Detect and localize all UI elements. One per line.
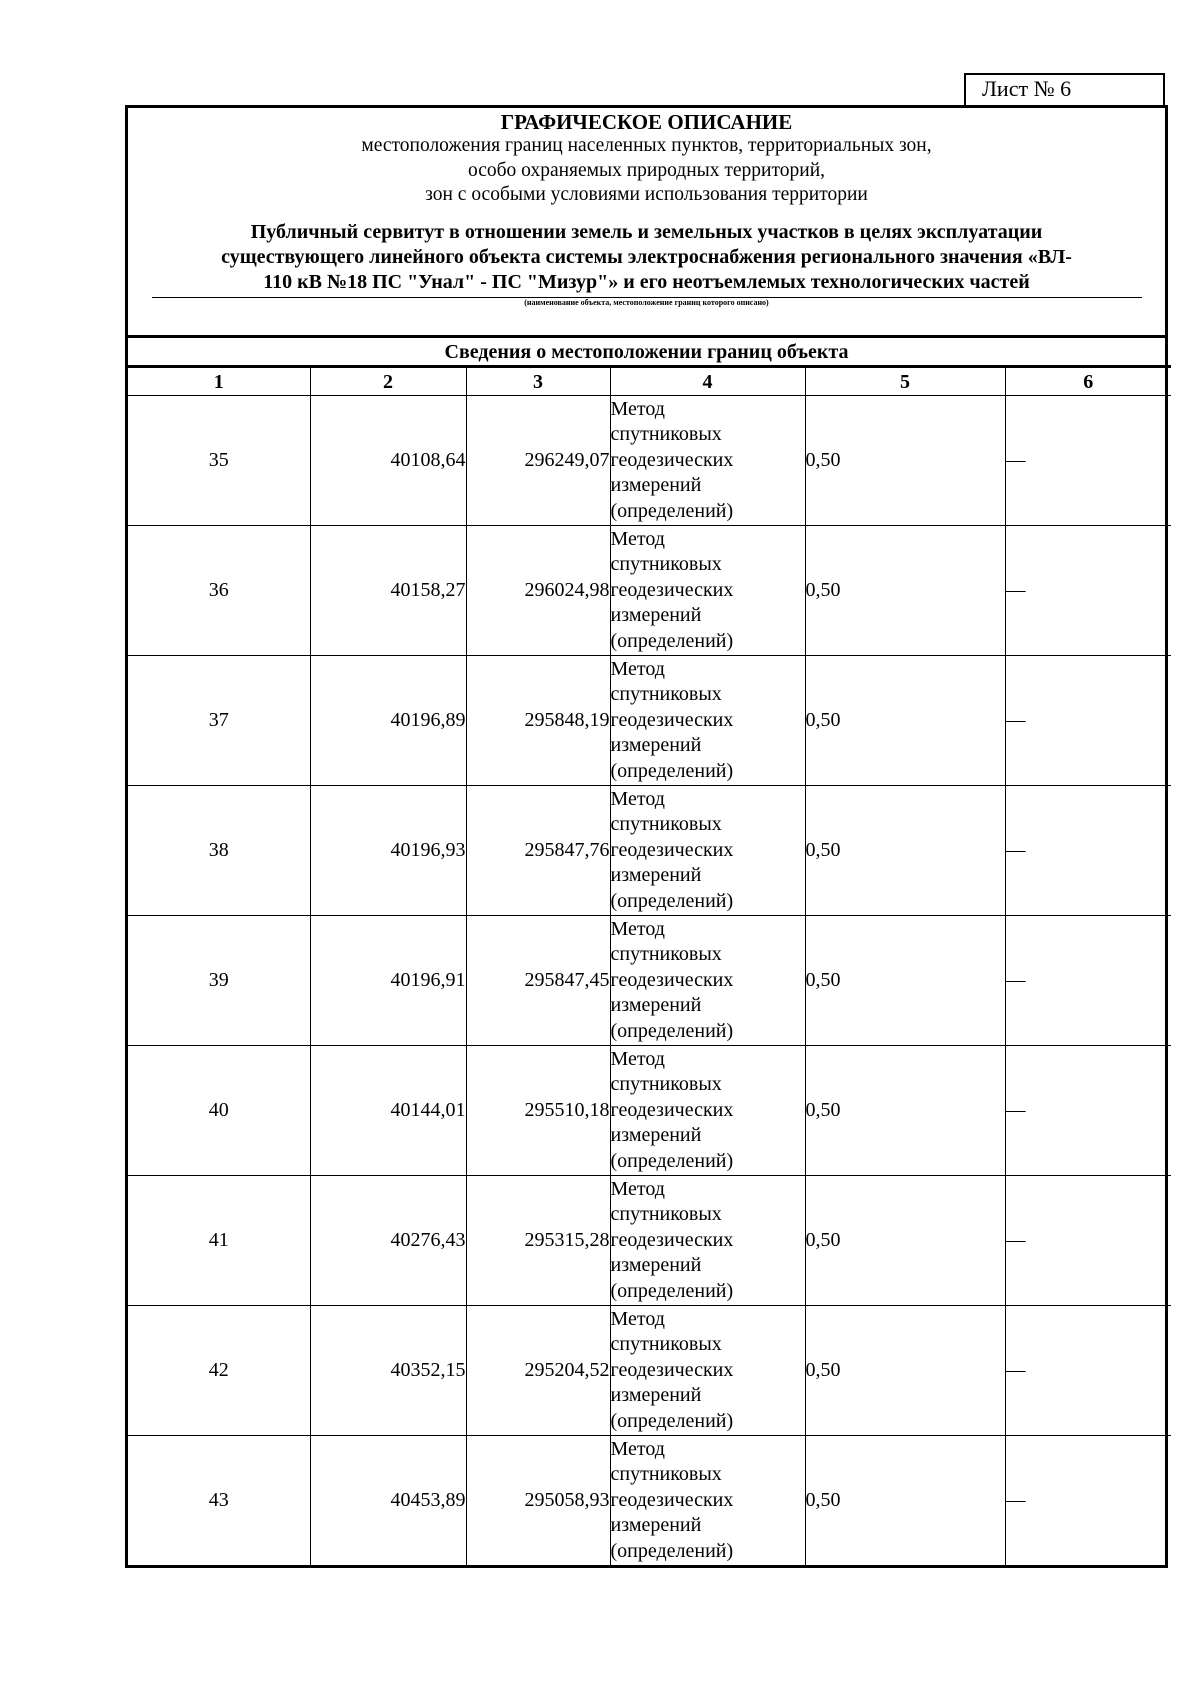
method-cell xyxy=(610,1176,805,1306)
table-row xyxy=(128,916,1171,1046)
method-line: геодезических xyxy=(610,968,734,991)
column-header: 2 xyxy=(310,367,466,396)
method-line: Метод xyxy=(610,917,665,940)
x-coordinate-cell: 40196,89 xyxy=(310,656,466,786)
method-line: спутниковых xyxy=(610,1333,722,1356)
method-line: Метод xyxy=(610,1177,665,1200)
method-line: спутниковых xyxy=(610,683,722,706)
point-number-cell: 42 xyxy=(128,1306,310,1436)
accuracy-cell: 0,50 xyxy=(805,786,1005,916)
y-coordinate-cell: 295510,18 xyxy=(466,1046,610,1176)
method-line: измерений xyxy=(610,604,702,627)
y-coordinate-cell: 295847,76 xyxy=(466,786,610,916)
table-row xyxy=(128,786,1171,916)
y-coordinate-cell: 296024,98 xyxy=(466,526,610,656)
method-cell xyxy=(610,526,805,656)
y-coordinate-cell: 295847,45 xyxy=(466,916,610,1046)
method-line: измерений xyxy=(610,1254,702,1277)
method-line: спутниковых xyxy=(610,423,722,446)
accuracy-cell: 0,50 xyxy=(805,396,1005,526)
table-row xyxy=(128,1176,1171,1306)
method-cell xyxy=(610,916,805,1046)
document-header xyxy=(128,108,1165,335)
x-coordinate-cell: 40144,01 xyxy=(310,1046,466,1176)
object-name-line: 110 кВ №18 ПС "Унал" - ПС "Мизур"» и его неотъемлемых технологических частей xyxy=(263,270,1030,293)
note-cell: — xyxy=(1005,526,1171,656)
table-row xyxy=(128,1306,1171,1436)
method-cell xyxy=(610,1306,805,1436)
subtitle-line: зон с особыми условиями использования территории xyxy=(425,184,868,205)
note-cell: — xyxy=(1005,396,1171,526)
object-name-line: Публичный сервитут в отношении земель и земельных участков в целях эксплуатации xyxy=(250,220,1043,243)
method-line: геодезических xyxy=(610,1358,734,1381)
point-number-cell: 40 xyxy=(128,1046,310,1176)
document-title: ГРАФИЧЕСКОЕ ОПИСАНИЕ xyxy=(500,110,793,134)
table-row xyxy=(128,656,1171,786)
x-coordinate-cell: 40352,15 xyxy=(310,1306,466,1436)
method-line: Метод xyxy=(610,787,665,810)
accuracy-cell: 0,50 xyxy=(805,916,1005,1046)
table-row xyxy=(128,1436,1171,1566)
x-coordinate-cell: 40158,27 xyxy=(310,526,466,656)
sheet-number xyxy=(964,73,1165,105)
column-header: 3 xyxy=(466,367,610,396)
method-line: (определений) xyxy=(610,1149,734,1172)
accuracy-cell: 0,50 xyxy=(805,1436,1005,1566)
method-line: геодезических xyxy=(610,838,734,861)
y-coordinate-cell: 296249,07 xyxy=(466,396,610,526)
table-header-row xyxy=(128,367,1171,396)
method-line: спутниковых xyxy=(610,943,722,966)
method-line: измерений xyxy=(610,994,702,1017)
method-cell xyxy=(610,656,805,786)
object-name-line: существующего линейного объекта системы электроснабжения регионального значения «ВЛ- xyxy=(221,245,1072,268)
subtitle-line: местоположения границ населенных пунктов, территориальных зон, xyxy=(361,135,932,156)
method-line: геодезических xyxy=(610,708,734,731)
method-line: геодезических xyxy=(610,448,734,471)
method-line: (определений) xyxy=(610,1279,734,1302)
sheet-number-label: Лист № 6 xyxy=(982,76,1072,101)
coordinates-table xyxy=(128,365,1171,1565)
table-row xyxy=(128,526,1171,656)
method-cell xyxy=(610,786,805,916)
point-number-cell: 37 xyxy=(128,656,310,786)
method-line: спутниковых xyxy=(610,813,722,836)
accuracy-cell: 0,50 xyxy=(805,1176,1005,1306)
note-cell: — xyxy=(1005,1436,1171,1566)
method-line: Метод xyxy=(610,1307,665,1330)
method-line: измерений xyxy=(610,734,702,757)
method-line: измерений xyxy=(610,1124,702,1147)
note-cell: — xyxy=(1005,916,1171,1046)
note-cell: — xyxy=(1005,1306,1171,1436)
method-line: спутниковых xyxy=(610,1073,722,1096)
accuracy-cell: 0,50 xyxy=(805,1046,1005,1176)
column-header: 1 xyxy=(128,367,310,396)
document-frame xyxy=(125,105,1168,1568)
table-body xyxy=(128,396,1171,1566)
x-coordinate-cell: 40276,43 xyxy=(310,1176,466,1306)
method-line: (определений) xyxy=(610,499,734,522)
x-coordinate-cell: 40108,64 xyxy=(310,396,466,526)
method-cell xyxy=(610,1046,805,1176)
method-line: Метод xyxy=(610,1437,665,1460)
method-line: измерений xyxy=(610,474,702,497)
method-cell xyxy=(610,1436,805,1566)
x-coordinate-cell: 40196,91 xyxy=(310,916,466,1046)
column-header: 5 xyxy=(805,367,1005,396)
method-line: (определений) xyxy=(610,889,734,912)
accuracy-cell: 0,50 xyxy=(805,526,1005,656)
method-line: геодезических xyxy=(610,1488,734,1511)
method-line: (определений) xyxy=(610,1409,734,1432)
method-line: Метод xyxy=(610,657,665,680)
method-line: Метод xyxy=(610,1047,665,1070)
column-header: 4 xyxy=(610,367,805,396)
point-number-cell: 35 xyxy=(128,396,310,526)
table-row xyxy=(128,1046,1171,1176)
y-coordinate-cell: 295315,28 xyxy=(466,1176,610,1306)
method-line: (определений) xyxy=(610,1539,734,1562)
point-number-cell: 43 xyxy=(128,1436,310,1566)
x-coordinate-cell: 40196,93 xyxy=(310,786,466,916)
note-cell: — xyxy=(1005,1046,1171,1176)
method-line: геодезических xyxy=(610,578,734,601)
method-line: спутниковых xyxy=(610,1463,722,1486)
method-line: спутниковых xyxy=(610,553,722,576)
column-header: 6 xyxy=(1005,367,1171,396)
point-number-cell: 36 xyxy=(128,526,310,656)
method-line: измерений xyxy=(610,864,702,887)
accuracy-cell: 0,50 xyxy=(805,656,1005,786)
method-line: спутниковых xyxy=(610,1203,722,1226)
point-number-cell: 39 xyxy=(128,916,310,1046)
method-line: (определений) xyxy=(610,1019,734,1042)
section-title: Сведения о местоположении границ объекта xyxy=(128,335,1165,365)
y-coordinate-cell: 295058,93 xyxy=(466,1436,610,1566)
method-line: (определений) xyxy=(610,629,734,652)
object-caption: (наименование объекта, местоположение границ которого описано) xyxy=(524,297,769,307)
x-coordinate-cell: 40453,89 xyxy=(310,1436,466,1566)
accuracy-cell: 0,50 xyxy=(805,1306,1005,1436)
method-line: геодезических xyxy=(610,1098,734,1121)
point-number-cell: 38 xyxy=(128,786,310,916)
method-cell xyxy=(610,396,805,526)
method-line: измерений xyxy=(610,1514,702,1537)
note-cell: — xyxy=(1005,1176,1171,1306)
method-line: (определений) xyxy=(610,759,734,782)
object-name xyxy=(128,220,1165,295)
subtitle-line: особо охраняемых природных территорий, xyxy=(468,159,825,181)
y-coordinate-cell: 295204,52 xyxy=(466,1306,610,1436)
note-cell: — xyxy=(1005,656,1171,786)
note-cell: — xyxy=(1005,786,1171,916)
point-number-cell: 41 xyxy=(128,1176,310,1306)
method-line: измерений xyxy=(610,1384,702,1407)
method-line: геодезических xyxy=(610,1228,734,1251)
table-row xyxy=(128,396,1171,526)
y-coordinate-cell: 295848,19 xyxy=(466,656,610,786)
method-line: Метод xyxy=(610,527,665,550)
method-line: Метод xyxy=(610,397,665,420)
